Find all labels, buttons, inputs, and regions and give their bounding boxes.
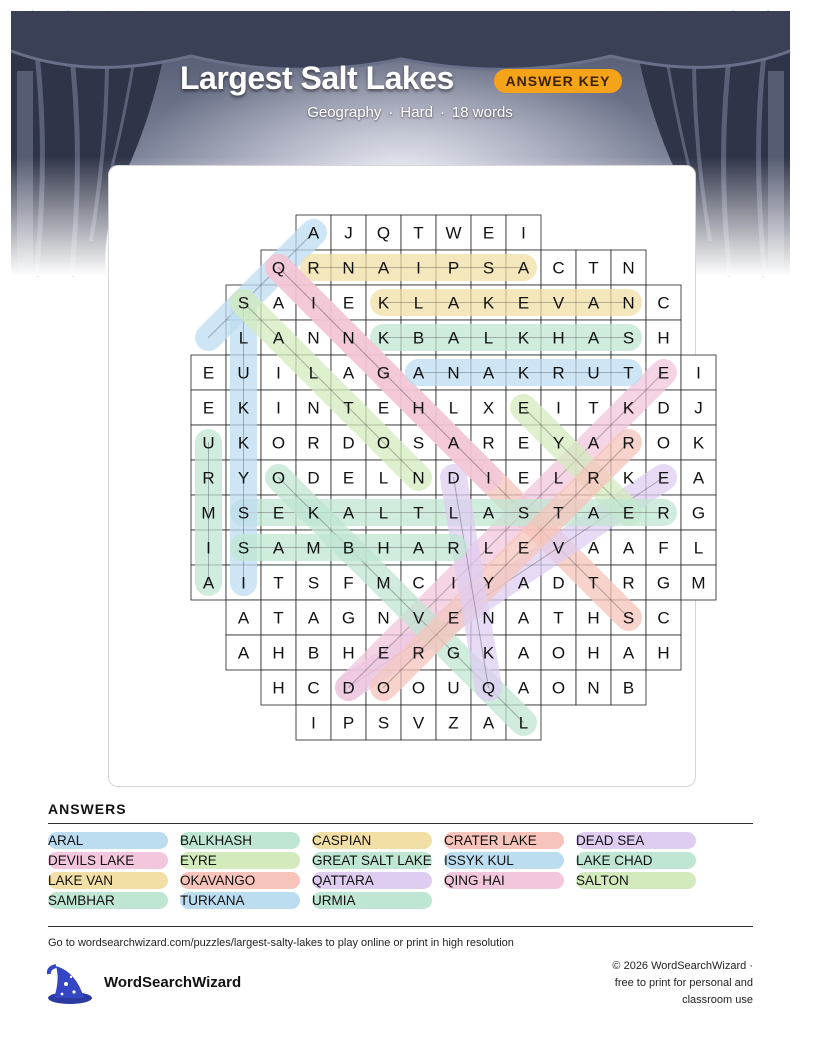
grid-letter: K (622, 398, 635, 418)
grid-letter: A (517, 643, 530, 663)
grid-letter: E (657, 363, 670, 383)
answer-item: URMIA (312, 892, 432, 909)
answer-item: CASPIAN (312, 832, 432, 849)
copyright-line: classroom use (682, 994, 753, 1006)
grid-letter: A (692, 468, 705, 488)
grid-letter: I (241, 573, 246, 593)
grid-letter: K (517, 363, 530, 383)
grid-letter: O (376, 678, 391, 698)
grid-letter: G (376, 363, 391, 383)
answer-item: DEVILS LAKE (48, 852, 168, 869)
grid-letter: A (307, 608, 320, 628)
grid-letter: S (237, 538, 250, 558)
grid-letter: L (308, 363, 319, 383)
answer-item: QATTARA (312, 872, 432, 889)
grid-letter: G (446, 643, 461, 663)
grid-letter: M (201, 503, 216, 523)
grid-letter: A (377, 258, 390, 278)
grid-letter: Y (552, 433, 565, 453)
grid-letter: R (307, 433, 320, 453)
grid-letter: E (517, 433, 530, 453)
grid-letter: L (378, 468, 389, 488)
grid-letter: L (448, 503, 459, 523)
grid-letter: T (588, 573, 599, 593)
grid-letter: K (237, 398, 250, 418)
grid-letter: O (271, 433, 286, 453)
answer-item: LAKE CHAD (576, 852, 696, 869)
grid-letter: N (377, 608, 390, 628)
grid-letter: R (482, 433, 495, 453)
answer-item: QING HAI (444, 872, 564, 889)
grid-letter: L (483, 328, 494, 348)
grid-letter: Q (376, 223, 391, 243)
grid-letter: A (517, 573, 530, 593)
grid-letter: A (307, 223, 320, 243)
grid-letter: E (342, 293, 355, 313)
grid-letter: I (451, 573, 456, 593)
grid-letter: M (306, 538, 321, 558)
grid-letter: E (517, 293, 530, 313)
grid-letter: I (556, 398, 561, 418)
grid-letter: U (237, 363, 250, 383)
grid-letter: H (377, 538, 390, 558)
grid-letter: F (343, 573, 354, 593)
grid-letter: A (482, 503, 495, 523)
grid-letter: U (587, 363, 600, 383)
grid-letter: A (272, 328, 285, 348)
separator-dot: · (439, 104, 445, 121)
grid-letter: A (482, 363, 495, 383)
grid-letter: E (447, 608, 460, 628)
grid-letter: G (656, 573, 671, 593)
grid-letter: P (447, 258, 460, 278)
grid-letter: A (587, 293, 600, 313)
answer-item: DEAD SEA (576, 832, 696, 849)
grid-letter: I (696, 363, 701, 383)
grid-letter: A (517, 258, 530, 278)
grid-letter: T (553, 503, 564, 523)
grid-letter: O (376, 433, 391, 453)
grid-letter: N (342, 328, 355, 348)
divider (48, 823, 753, 824)
grid-letter: R (657, 503, 670, 523)
grid-letter: U (447, 678, 460, 698)
answer-item: ARAL (48, 832, 168, 849)
grid-letter: J (694, 398, 703, 418)
grid-letter: T (588, 258, 599, 278)
grid-letter: Y (237, 468, 250, 488)
grid-letter: D (342, 433, 355, 453)
grid-letter: A (237, 643, 250, 663)
word-count-label: 18 words (451, 104, 513, 121)
grid-letter: C (412, 573, 425, 593)
grid-letter: C (657, 293, 670, 313)
divider (48, 926, 753, 927)
grid-letter: B (307, 643, 320, 663)
grid-letter: C (657, 608, 670, 628)
grid-letter: O (411, 678, 426, 698)
puzzle-card (108, 165, 706, 787)
grid-letter: N (342, 258, 355, 278)
grid-letter: H (657, 328, 670, 348)
grid-letter: A (587, 433, 600, 453)
grid-letter: T (623, 363, 634, 383)
grid-letter: E (342, 468, 355, 488)
answer-item: CRATER LAKE (444, 832, 564, 849)
copyright-line: © 2026 WordSearchWizard · (612, 960, 753, 972)
grid-letter: E (377, 398, 390, 418)
grid-letter: N (482, 608, 495, 628)
grid-letter: M (691, 573, 706, 593)
answer-item: TURKANA (180, 892, 300, 909)
grid-letter: E (657, 468, 670, 488)
grid-letter: E (202, 398, 215, 418)
grid-letter: A (622, 643, 635, 663)
grid-letter: S (622, 328, 635, 348)
grid-letter: A (412, 538, 425, 558)
grid-letter: V (552, 293, 565, 313)
grid-letter: A (202, 573, 215, 593)
grid-letter: F (658, 538, 669, 558)
grid-letter: C (552, 258, 565, 278)
grid-letter: R (552, 363, 565, 383)
grid-letter: N (307, 398, 320, 418)
grid-letter: K (692, 433, 705, 453)
grid-letter: S (237, 293, 250, 313)
grid-letter: K (237, 433, 250, 453)
puzzle-url-text[interactable]: Go to wordsearchwizard.com/puzzles/largest-salty-lakes to play online or print in high resolution (48, 937, 514, 949)
grid-letter: P (342, 713, 355, 733)
grid-letter: C (307, 678, 320, 698)
grid-letter: I (486, 468, 491, 488)
grid-letter: D (447, 468, 460, 488)
answer-item: LAKE VAN (48, 872, 168, 889)
grid-letter: A (517, 608, 530, 628)
grid-letter: V (412, 608, 425, 628)
grid-letter: K (482, 643, 495, 663)
grid-letter: L (693, 538, 704, 558)
grid-letter: E (622, 503, 635, 523)
grid-letter: S (237, 503, 250, 523)
answer-item: EYRE (180, 852, 300, 869)
grid-letter: A (517, 678, 530, 698)
grid-letter: N (412, 468, 425, 488)
grid-letter: G (341, 608, 356, 628)
category-label: Geography (307, 104, 382, 121)
grid-letter: E (482, 223, 495, 243)
answer-item: ISSYK KUL (444, 852, 564, 869)
grid-letter: A (482, 713, 495, 733)
grid-letter: H (587, 608, 600, 628)
grid-letter: E (517, 538, 530, 558)
grid-letter: N (307, 328, 320, 348)
grid-letter: T (588, 398, 599, 418)
answer-item: OKAVANGO (180, 872, 300, 889)
grid-letter: A (272, 293, 285, 313)
grid-letter: H (272, 643, 285, 663)
grid-letter: H (552, 328, 565, 348)
grid-letter: R (307, 258, 320, 278)
grid-letter: L (238, 328, 249, 348)
grid-letter: H (272, 678, 285, 698)
grid-letter: E (202, 363, 215, 383)
puzzle-meta (200, 104, 620, 121)
grid-letter: A (412, 363, 425, 383)
answers-heading: ANSWERS (48, 801, 127, 817)
grid-letter: S (622, 608, 635, 628)
difficulty-label: Hard (400, 104, 433, 121)
grid-letter: B (622, 678, 635, 698)
grid-letter: S (517, 503, 530, 523)
grid-letter: O (656, 433, 671, 453)
grid-letter: Y (482, 573, 495, 593)
puzzle-title: Largest Salt Lakes (180, 60, 454, 96)
grid-letter: N (622, 258, 635, 278)
answer-item: SALTON (576, 872, 696, 889)
answer-item: GREAT SALT LAKE (312, 853, 432, 868)
grid-letter: E (517, 398, 530, 418)
grid-letter: Q (271, 258, 286, 278)
grid-letter: S (377, 713, 390, 733)
grid-letter: K (482, 293, 495, 313)
grid-letter: I (276, 398, 281, 418)
grid-letter: K (377, 328, 390, 348)
grid-letter: K (307, 503, 320, 523)
grid-letter: G (691, 503, 706, 523)
grid-letter: R (622, 573, 635, 593)
grid-letter: I (521, 223, 526, 243)
grid-letter: L (553, 468, 564, 488)
grid-letter: S (412, 433, 425, 453)
grid-letter: W (445, 223, 462, 243)
grid-letter: R (587, 468, 600, 488)
word-search-grid (109, 166, 706, 786)
grid-letter: I (311, 293, 316, 313)
grid-letter: A (587, 503, 600, 523)
answer-item: BALKHASH (180, 832, 300, 849)
copyright-line: free to print for personal and (614, 977, 753, 989)
grid-letter: A (447, 433, 460, 453)
grid-letter: T (553, 608, 564, 628)
grid-letter: K (377, 293, 390, 313)
grid-letter: A (622, 538, 635, 558)
grid-letter: A (342, 503, 355, 523)
grid-letter: A (272, 538, 285, 558)
grid-letter: A (587, 328, 600, 348)
grid-letter: D (552, 573, 565, 593)
grid-letter: B (412, 328, 425, 348)
grid-letter: A (447, 328, 460, 348)
grid-letter: H (412, 398, 425, 418)
grid-letter: U (202, 433, 215, 453)
grid-letter: V (412, 713, 425, 733)
separator-dot: · (388, 104, 394, 121)
grid-letter: D (307, 468, 320, 488)
grid-letter: T (273, 573, 284, 593)
grid-letter: E (272, 503, 285, 523)
grid-letter: R (622, 433, 635, 453)
grid-letter: V (552, 538, 565, 558)
grid-letter: R (202, 468, 215, 488)
grid-letter: R (447, 538, 460, 558)
grid-letter: T (413, 223, 424, 243)
grid-letter: S (307, 573, 320, 593)
grid-letter: N (622, 293, 635, 313)
grid-letter: M (376, 573, 391, 593)
grid-letter: A (237, 608, 250, 628)
grid-letter: Q (481, 678, 496, 698)
grid-letter: N (587, 678, 600, 698)
grid-letter: J (344, 223, 353, 243)
grid-letter: E (517, 468, 530, 488)
grid-letter: I (206, 538, 211, 558)
grid-letter: A (447, 293, 460, 313)
grid-letter: T (343, 398, 354, 418)
grid-letter: I (311, 713, 316, 733)
grid-letter: T (273, 608, 284, 628)
grid-letter: E (377, 643, 390, 663)
grid-letter: D (342, 678, 355, 698)
grid-letter: O (551, 643, 566, 663)
grid-letter: B (342, 538, 355, 558)
answer-item: SAMBHAR (48, 892, 168, 909)
grid-letter: A (342, 363, 355, 383)
grid-letter: H (657, 643, 670, 663)
grid-letter: O (271, 468, 286, 488)
grid-letter: K (622, 468, 635, 488)
grid-letter: N (447, 363, 460, 383)
wizard-hat-icon (46, 962, 94, 1006)
grid-letter: L (378, 503, 389, 523)
grid-letter: O (551, 678, 566, 698)
grid-letter: L (483, 538, 494, 558)
grid-letter: L (413, 293, 424, 313)
answer-key-badge: ANSWER KEY (494, 69, 622, 93)
grid-letter: Z (448, 713, 459, 733)
grid-letter: S (482, 258, 495, 278)
grid-letter: I (276, 363, 281, 383)
copyright-text (573, 958, 753, 1009)
grid-letter: I (416, 258, 421, 278)
grid-letter: R (412, 643, 425, 663)
grid-letter: K (517, 328, 530, 348)
grid-letter: H (587, 643, 600, 663)
grid-letter: H (342, 643, 355, 663)
grid-letter: A (587, 538, 600, 558)
grid-letter: T (413, 503, 424, 523)
grid-letter: D (657, 398, 670, 418)
grid-letter: L (448, 398, 459, 418)
brand-name[interactable]: WordSearchWizard (104, 974, 242, 991)
grid-letter: X (482, 398, 495, 418)
grid-letter: L (518, 713, 529, 733)
